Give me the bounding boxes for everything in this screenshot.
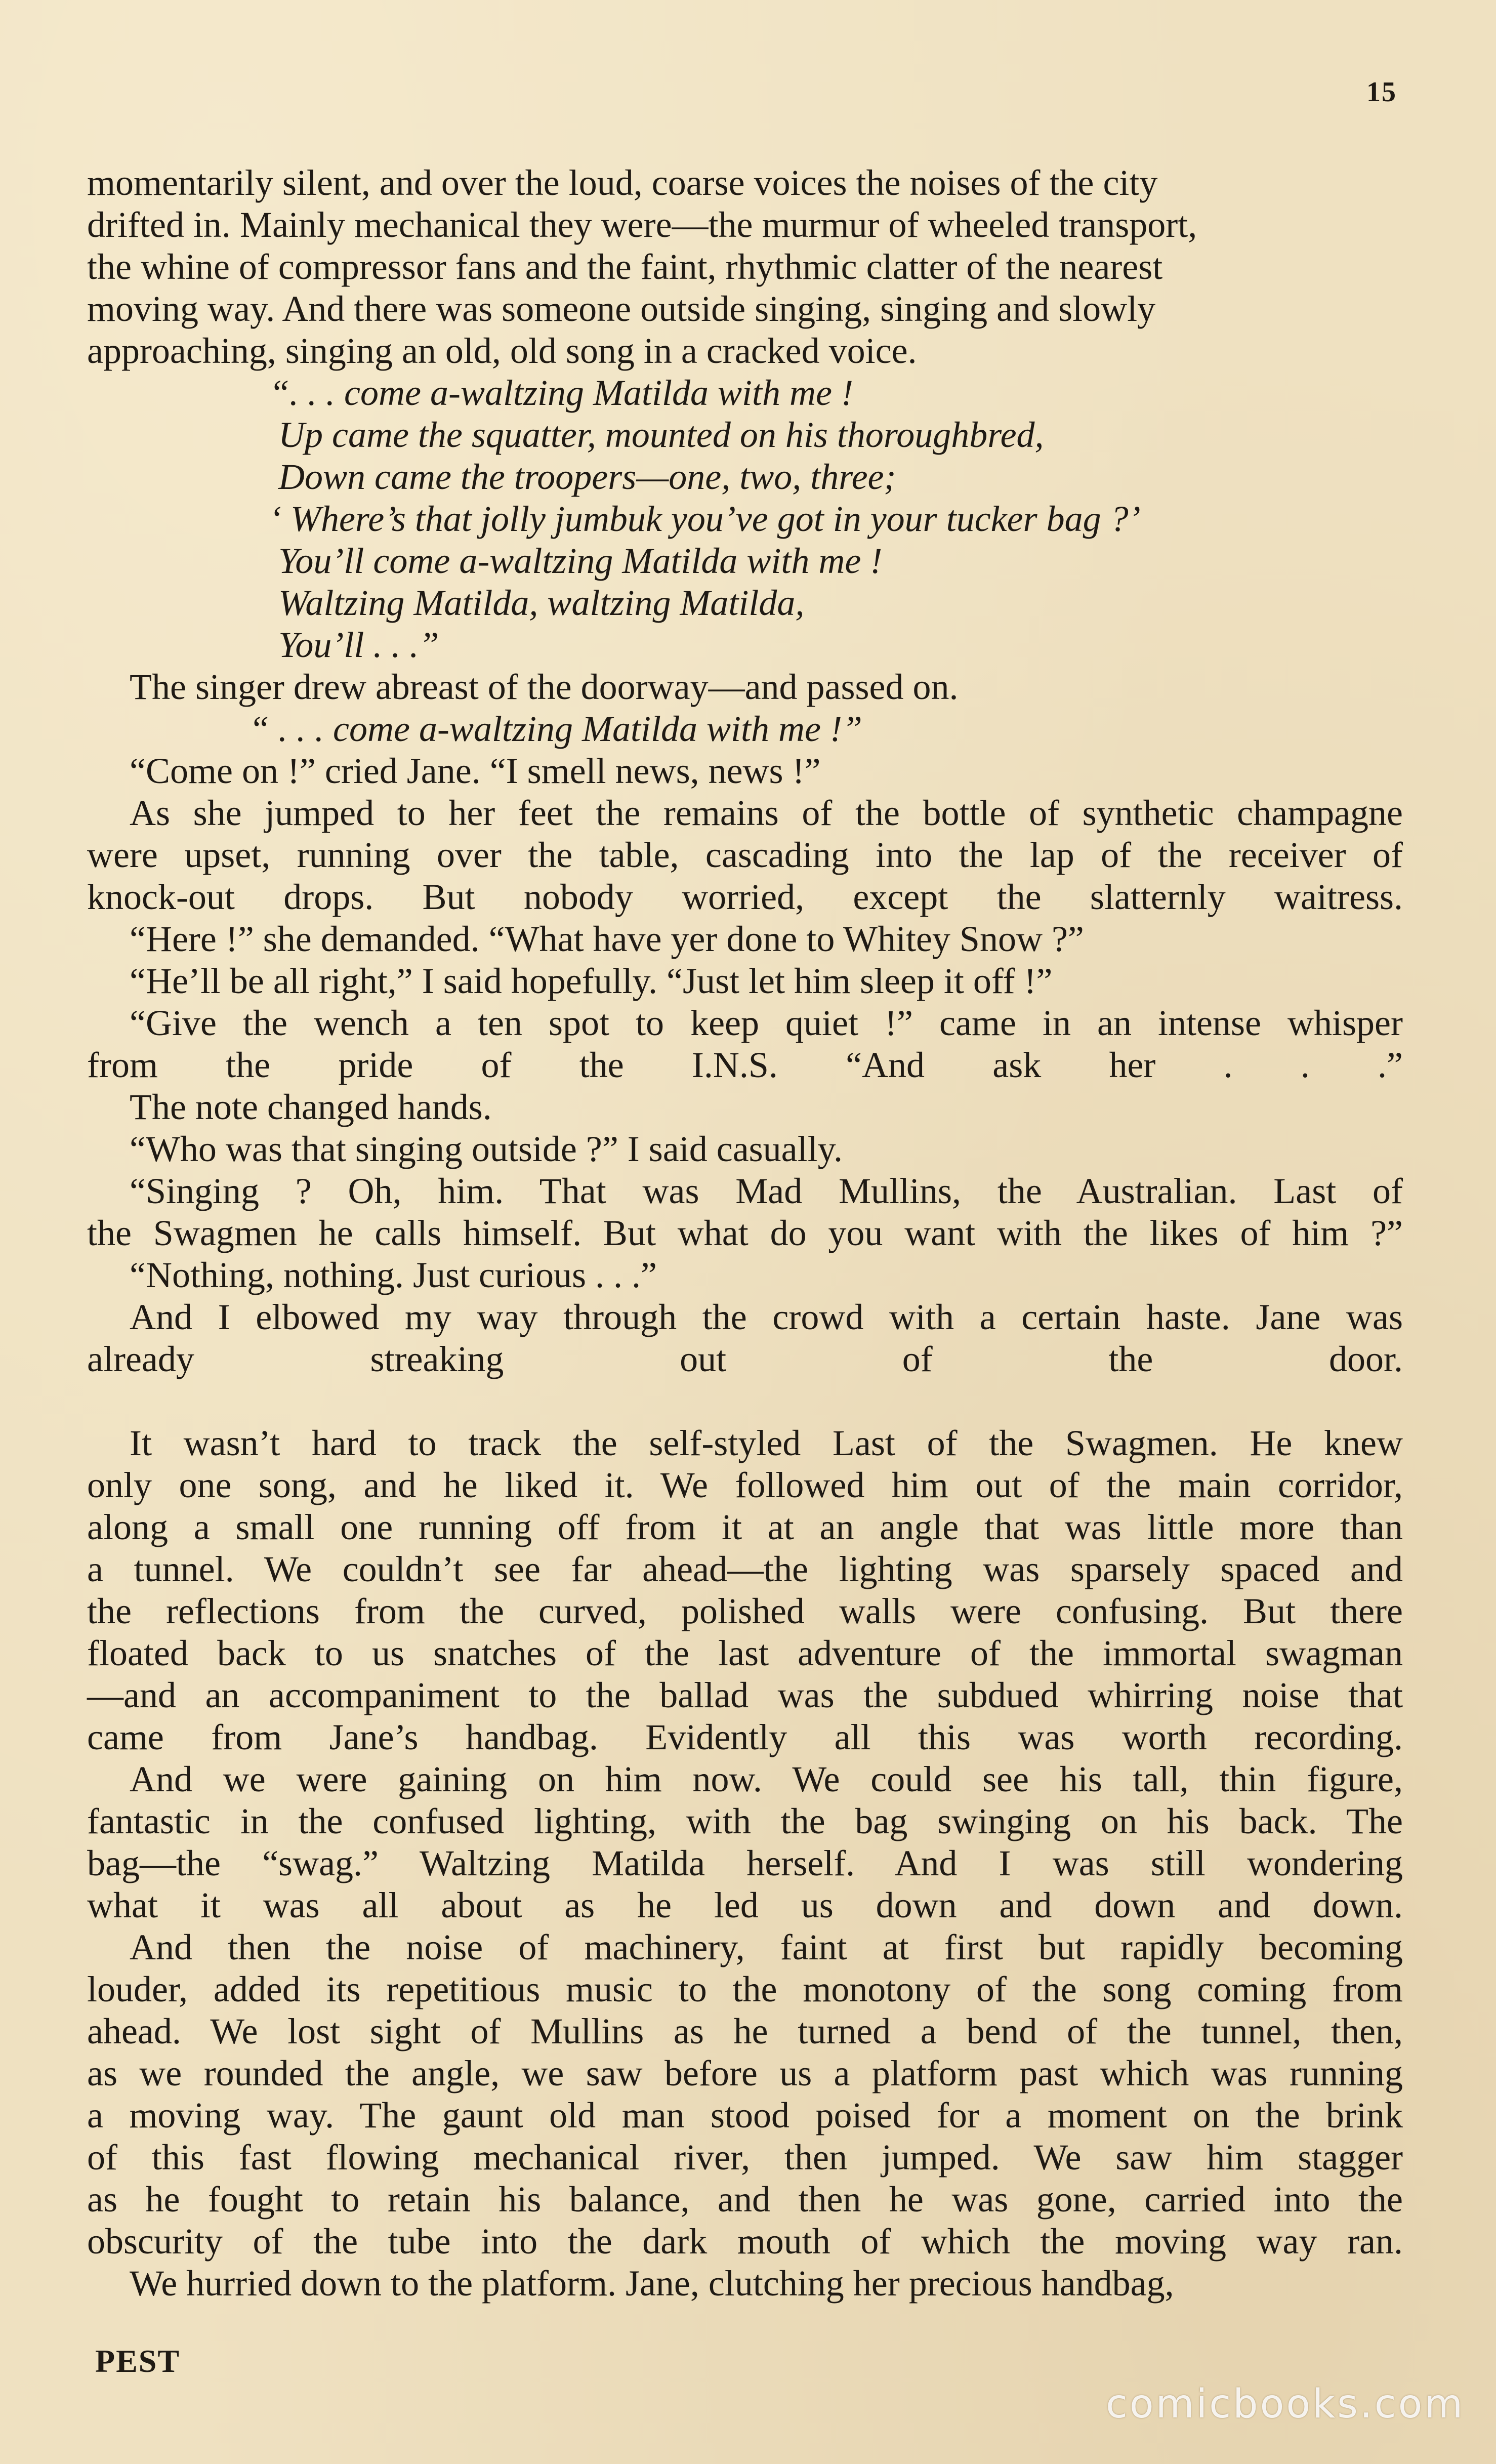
footer-pest: PEST [95,2343,181,2379]
paragraph-3: “Come on !” cried Jane. “I smell news, news !” [130,751,821,791]
body-text [87,162,1403,2305]
paragraph-9: “Who was that singing outside ?” I said casually. [130,1129,843,1169]
paragraph-2: The singer drew abreast of the doorway—and passed on. [130,667,959,707]
verse-2: “ . . . come a-waltzing Matilda with me !” [249,709,862,749]
paragraph-10: “Singing ? Oh, him. That was Mad Mullins, the Australian. Last of the Swagmen he calls himself. But what do you want with the likes of him ?” [87,1171,1403,1253]
paragraph-8: The note changed hands. [130,1087,492,1127]
verse-1: “. . . come a-waltzing Matilda with me ! Up came the squatter, mounted on his thoroughbred, Down came the troopers—one, two, three; ‘ Where’s that jolly jumbuk you’ve got in your tucker bag ?’ You’ll come a-waltzing Matilda with me ! Waltzing Matilda, waltzing Matilda, You’ll . . .” [269,373,1141,665]
paragraph-6: “He’ll be all right,” I said hopefully. “Just let him sleep it off !” [130,961,1053,1001]
paragraph-5: “Here !” she demanded. “What have yer done to Whitey Snow ?” [130,919,1084,959]
paragraph-15: And then the noise of machinery, faint at first but rapidly becoming louder, added its repetitious music to the monotony of the song coming from ahead. We lost sight of Mullins as he turned a bend of the tunnel, then, as we rounded the angle, we saw before us a platform past which was running a moving way. The gaunt old man stood poised for a moment on the brink of this fast flowing mechanical river, then jumped. We saw him stagger as he fought to retain his balance, and then he was gone, carried into the obscurity of the tube into the dark mouth of which the moving way ran. [87,1927,1403,2262]
paragraph-13: It wasn’t hard to track the self-styled Last of the Swagmen. He knew only one song, and he liked it. We followed him out of the main corridor, along a small one running off from it at an angle that was little more than a tunnel. We couldn’t see far ahead—the lighting was sparsely spaced and the reflections from the curved, polished walls were confusing. But there floated back to us snatches of the last adventure of the immortal swagman —and an accompaniment to the ballad was the subdued whirring noise that came from Jane’s handbag. Evidently all this was worth recording. [87,1423,1403,1757]
paragraph-4: As she jumped to her feet the remains of the bottle of synthetic champagne were upset, running over the table, cascading into the lap of the receiver of knock-out drops. But nobody worried, except the slatternly waitress. [87,793,1403,917]
paragraph-11: “Nothing, nothing. Just curious . . .” [130,1255,657,1295]
paragraph-16: We hurried down to the platform. Jane, clutching her precious handbag, [130,2263,1174,2304]
watermark: comicbooks.com [1106,2381,1465,2427]
paragraph-14: And we were gaining on him now. We could see his tall, thin figure, fantastic in the confused lighting, with the bag swinging on his back. The bag—the “swag.” Waltzing Matilda herself. And I was still wondering what it was all about as he led us down and down and down. [87,1759,1403,1925]
paragraph-1: momentarily silent, and over the loud, coarse voices the noises of the city drifted in. Mainly mechanical they were—the murmur of wheeled transport, the whine of compressor fans and the faint, rhythmic clatter of the nearest moving way. And there was someone outside singing, singing and slowly approaching, singing an old, old song in a cracked voice. [87,162,1197,371]
page-number: 15 [1366,76,1397,108]
paragraph-7: “Give the wench a ten spot to keep quiet !” came in an intense whisper from the pride of the I.N.S. “And ask her . . .” [87,1003,1403,1085]
paragraph-12: And I elbowed my way through the crowd with a certain haste. Jane was already streaking out of the door. [87,1297,1403,1379]
